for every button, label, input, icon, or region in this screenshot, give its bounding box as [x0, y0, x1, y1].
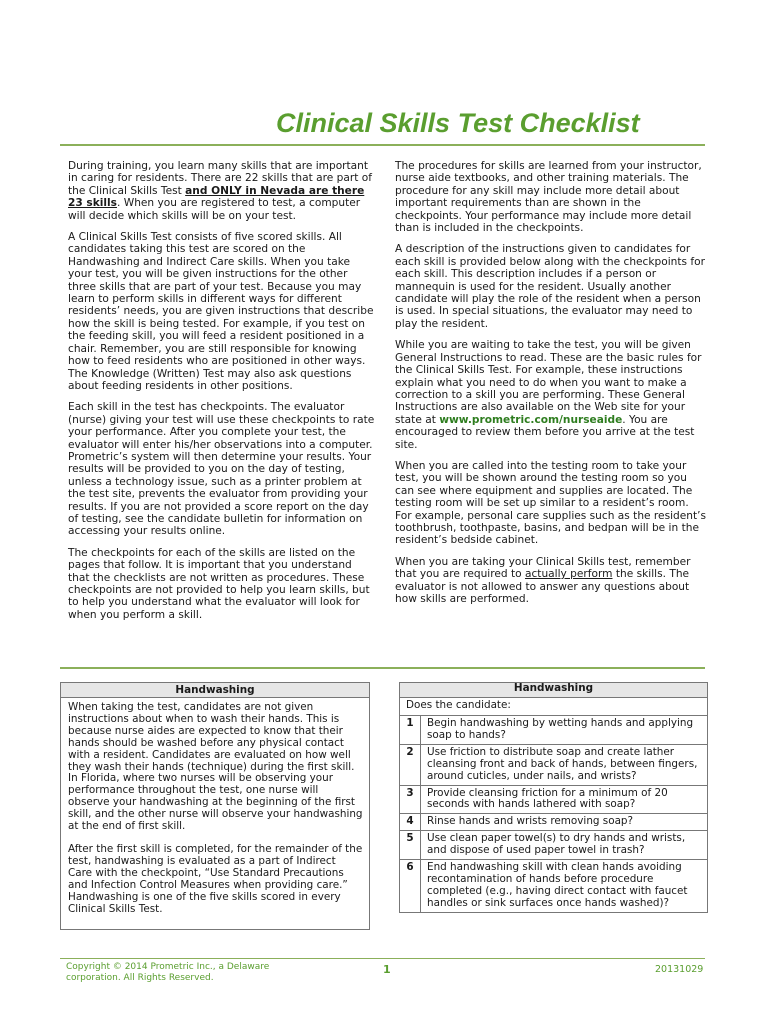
step-text: Begin handwashing by wetting hands and applying soap to hands?	[421, 716, 708, 745]
instructions-paragraph: After the first skill is completed, for the remainder of the test, handwashing is evaluated as a part of Indirect Care with the checkpoint, “Use Standard Precautions and Infection Control Measures when providing care.” Handwashing is one of the five skills scored in every Clinical Skills Test.	[68, 842, 363, 915]
footer-divider	[60, 958, 705, 959]
step-number: 2	[400, 744, 421, 785]
perform-text: When you are taking your Clinical Skills test, remember that you are required to	[395, 555, 691, 581]
step-text: Provide cleansing friction for a minimum of 20 seconds with hands lathered with soap?	[421, 785, 708, 814]
title-divider	[60, 144, 705, 146]
perform-skills-paragraph	[395, 556, 707, 606]
left-column	[68, 160, 376, 630]
table-row	[400, 831, 708, 860]
prometric-link[interactable]: www.prometric.com/nurseaide	[439, 413, 623, 426]
checklist-intro: Does the candidate:	[400, 698, 708, 716]
step-text: Use friction to distribute soap and create lather cleansing front and back of hands, between fingers, around cuticles, under nails, and wrists?	[421, 744, 708, 785]
testing-room-paragraph: When you are called into the testing room to take your test, you will be shown around the testing room so you can see where equipment and supplies are located. The testing room will be set up similar to a resident’s room. For example, personal care supplies such as the resident’s toothbrush, toothpaste, basins, and bedpan will be in the resident’s bedside cabinet.	[395, 459, 707, 547]
perform-text-end: the skills. The evaluator is not allowed to answer any questions about how skills are performed.	[395, 568, 690, 605]
page-number: 1	[383, 963, 391, 976]
intro-text: During training, you learn many skills that are important in caring for residents. There are 22 skills that are part of the Clinical Skills Test	[68, 160, 372, 197]
step-text: Rinse hands and wrists removing soap?	[421, 814, 708, 831]
right-column	[395, 160, 707, 614]
instructions-description-paragraph: A description of the instructions given to candidates for each skill is provided below along with the checkpoints for each skill. This description includes if a person or mannequin is used for the resident. Usually another candidate will play the role of the resident when a person is used. In special situations, the evaluator may need to play the resident.	[395, 243, 705, 330]
document-code: 20131029	[655, 964, 704, 975]
actually-perform-emphasis: actually perform	[524, 568, 613, 581]
page-title: Clinical Skills Test Checklist	[276, 108, 640, 138]
step-text: End handwashing skill with clean hands avoiding recontamination of hands before procedure completed (e.g., having direct contact with faucet handles or sink surfaces once hands washed)?	[421, 860, 708, 913]
instructions-paragraph: When taking the test, candidates are not given instructions about when to wash their hands. This is because nurse aides are expected to know that their hands should be washed before any physical contact with a resident. Candidates are evaluated on how well they wash their hands (technique) during the first skill. In Florida, where two nurses will be observing your performance throughout the test, one nurse will observe your handwashing at the beginning of the first skill, and the other nurse will observe your handwashing at the end of first skill.	[68, 701, 363, 833]
handwashing-checklist-table	[399, 682, 708, 913]
table-row	[400, 744, 708, 785]
table-row	[400, 814, 708, 831]
step-number: 3	[400, 785, 421, 814]
copyright-notice: Copyright © 2014 Prometric Inc., a Delaware corporation. All Rights Reserved.	[66, 962, 270, 983]
step-number: 4	[400, 814, 421, 831]
table-row	[400, 716, 708, 745]
table-row	[400, 785, 708, 814]
intro-text-end: . When you are registered to test, a computer will decide which skills will be on your test.	[68, 197, 361, 222]
general-instructions-text: While you are waiting to take the test, you will be given General Instructions to read. These are the basic rules for the Clinical Skills Test. For example, these instructions explain what you need to do when you want to make a correction to a skill you are performing. These General Instructions are also available on the Web site for your state at	[395, 339, 702, 426]
step-number: 5	[400, 831, 421, 860]
handwashing-instructions-box	[60, 682, 370, 930]
nevada-note: and ONLY in Nevada are there 23 skills	[68, 184, 365, 210]
step-text: Use clean paper towel(s) to dry hands and wrists, and dispose of used paper towel in trash?	[421, 831, 708, 860]
instructions-box-heading: Handwashing	[61, 683, 369, 698]
test-structure-paragraph: A Clinical Skills Test consists of five scored skills. All candidates taking this test are scored on the Handwashing and Indirect Care skills. When you take your test, you will be given instructions for the other three skills that are part of your test. Because you may learn to perform skills in different ways for different residents’ needs, you are given instructions that describe how the skill is being tested. For example, if you test on the feeding skill, you will feed a resident positioned in a chair. Remember, you are still responsible for knowing how to feed residents who are positioned in other ways. The Knowledge (Written) Test may also ask questions about feeding residents in other positions.	[68, 231, 374, 392]
step-number: 1	[400, 716, 421, 745]
general-instructions-text-end: . You are encouraged to review them before you arrive at the test site.	[395, 413, 695, 451]
checkpoints-paragraph: Each skill in the test has checkpoints. The evaluator (nurse) giving your test will use these checkpoints to rate your performance. After you complete your test, the evaluator will enter his/her observations into a computer. Prometric’s system will then determine your results. Your results will be provided to you on the day of testing, unless a technology issue, such as a printer problem at the test site, prevents the evaluator from providing your results. If you are not provided a score report on the day of testing, see the candidate bulletin for information on accessing your results online.	[68, 401, 375, 538]
intro-paragraph	[68, 160, 376, 222]
procedures-paragraph: The procedures for skills are learned from your instructor, nurse aide textbooks, and other training materials. The procedure for any skill may include more detail about important requirements than are shown in the checkpoints. Your performance may include more detail than is included in the checkpoints.	[395, 160, 702, 235]
checklist-note-paragraph: The checkpoints for each of the skills are listed on the pages that follow. It is important that you understand that the checklists are not written as procedures. These checkpoints are not provided to help you learn skills, but to help you understand what the evaluator will look for when you perform a skill.	[68, 546, 370, 621]
step-number: 6	[400, 860, 421, 913]
general-instructions-paragraph	[395, 339, 707, 451]
section-divider	[60, 667, 705, 669]
table-row	[400, 860, 708, 913]
checklist-heading: Handwashing	[400, 683, 708, 698]
